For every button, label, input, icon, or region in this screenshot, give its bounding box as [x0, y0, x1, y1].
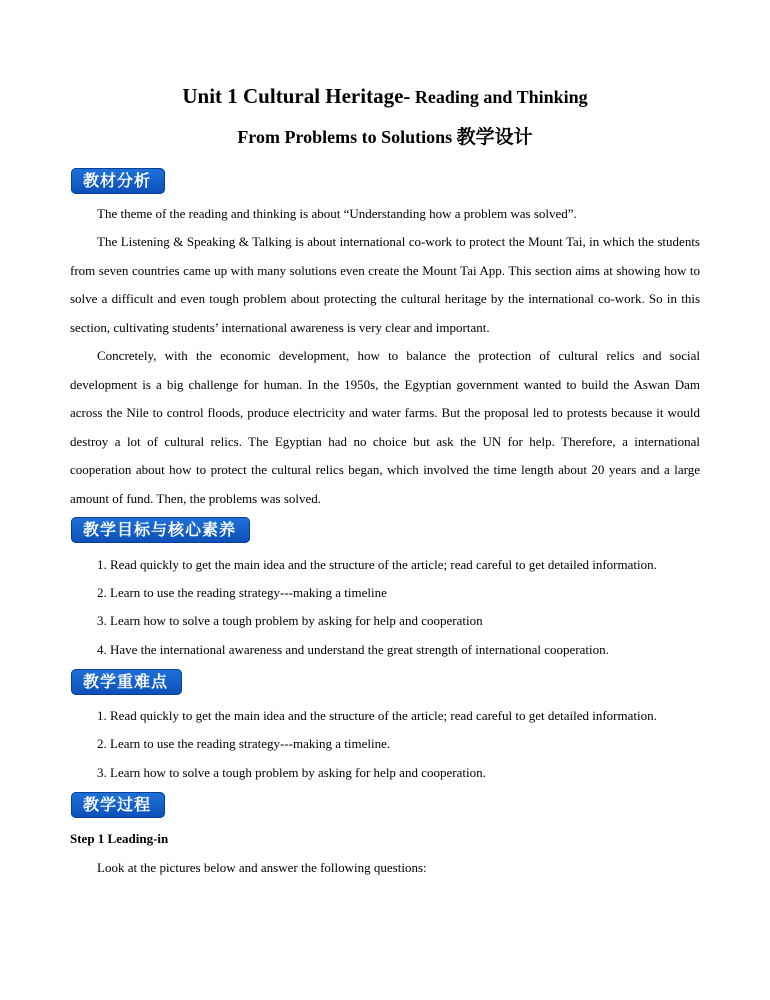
- key-point-item-1: 1. Read quickly to get the main idea and the structure of the article; read careful to get detailed information.: [97, 708, 657, 723]
- analysis-paragraph-2: The Listening & Speaking & Talking is about international co-work to protect the Mount Tai, in which the students from seven countries came up with many solutions even create the Mount Tai App. This section aims at showing how to solve a difficult and even tough problem about protecting the cultural heritage by the international co-work. So in this section, cultivating students’ international awareness is very clear and important.: [70, 234, 700, 335]
- document-title: [0, 84, 770, 109]
- document-subtitle: [0, 122, 770, 149]
- title-main: Unit 1 Cultural Heritage-: [182, 84, 411, 108]
- objective-item-2: 2. Learn to use the reading strategy---making a timeline: [97, 585, 387, 600]
- section-badge-key-points: 教学重难点: [71, 669, 182, 695]
- section-badge-process: 教学过程: [71, 792, 165, 818]
- section-badge-objectives: 教学目标与核心素养: [71, 517, 250, 543]
- analysis-paragraph-3: Concretely, with the economic development, how to balance the protection of cultural relics and social development is a big challenge for human. In the 1950s, the Egyptian government wanted to build the Aswan Dam across the Nile to control floods, produce electricity and water farms. But the proposal led to protests because it would destroy a lot of cultural relics. The Egyptian had no choice but ask the UN for help. Therefore, a international cooperation about how to protect the cultural relics began, which involved the time length about 20 years and a large amount of fund. Then, the problems was solved.: [70, 348, 700, 506]
- subtitle-chinese: 教学设计: [456, 126, 533, 148]
- objective-item-3: 3. Learn how to solve a tough problem by asking for help and cooperation: [97, 613, 483, 628]
- analysis-paragraph-1: The theme of the reading and thinking is about “Understanding how a problem was solved”.: [97, 206, 577, 221]
- objective-item-4: 4. Have the international awareness and understand the great strength of international cooperation.: [97, 642, 609, 657]
- step-1-text: Look at the pictures below and answer the following questions:: [97, 860, 427, 875]
- title-sub: Reading and Thinking: [410, 87, 588, 107]
- key-point-item-3: 3. Learn how to solve a tough problem by asking for help and cooperation.: [97, 765, 486, 780]
- objective-item-1: 1. Read quickly to get the main idea and the structure of the article; read careful to get detailed information.: [97, 557, 657, 572]
- step-1-heading: Step 1 Leading-in: [70, 831, 169, 846]
- subtitle-english: From Problems to Solutions: [237, 127, 457, 147]
- key-point-item-2: 2. Learn to use the reading strategy---making a timeline.: [97, 736, 391, 751]
- section-badge-analysis: 教材分析: [71, 168, 165, 194]
